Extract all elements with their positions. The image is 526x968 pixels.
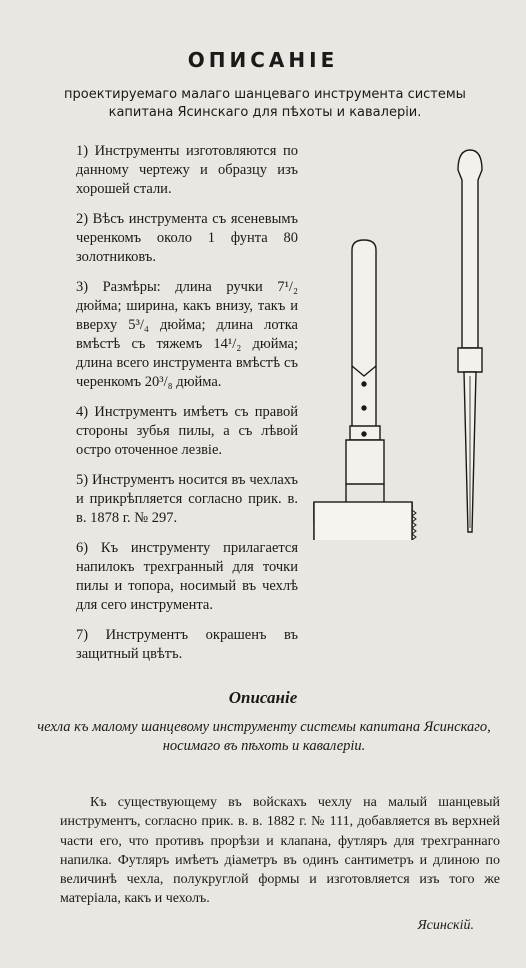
section-paragraph: Къ существующему въ войскахъ чехлу на малый шанцевый инструментъ, согласно прик. в. в. 1882 г. № 111, добавляется въ верхней части его, что противъ прорѣзи и клапана, футляръ для трехграннаго напилка. Футляръ имѣетъ діаметръ въ одинъ сантиметръ и длиною по величинѣ чехла, полукруглой формы и изготовляется изъ того же матеріала, какъ и чехолъ. (60, 795, 500, 907)
list-item: 2) Вѣсъ инструмента съ ясеневымъ черенкомъ около 1 фунта 80 золотниковъ. (76, 211, 298, 265)
description-list (76, 142, 298, 675)
list-item: 4) Инструментъ имѣетъ съ правой стороны зубья пилы, а съ лѣвой остро оточенное лезвіе. (76, 404, 298, 458)
file-illustration (458, 150, 482, 532)
tool-drawing (300, 140, 500, 540)
shovel-illustration (314, 240, 416, 540)
section-subtitle: чехла къ малому шанцевому инструменту системы капитана Ясинскаго, носимаго въ пѣхоть и кавалеріи. (37, 719, 491, 754)
list-item: 6) Къ инструменту прилагается напилокъ трехгранный для точки пилы и топора, носимый въ чехлѣ для сего инструмента. (76, 540, 298, 613)
list-item: 1) Инструменты изготовляются по данному чертежу и образцу изъ хорошей стали. (76, 143, 298, 197)
list-item: 7) Инструментъ окрашенъ въ защитный цвѣтъ. (76, 627, 298, 662)
section-title: Описаніе (228, 688, 298, 707)
list-item: 3) Размѣры: длина ручки 7¹/₂ дюйма; ширина, какъ внизу, такъ и вверху 5³/₄ дюйма; длина лотка вмѣстѣ съ тяжемъ 14¹/₂ дюйма; длина всего инструмента вмѣстѣ съ черенкомъ 20³/₈ дюйма. (76, 279, 298, 390)
page-subtitle: проектируемаго малаго шанцеваго инструмента системы капитана Ясинскаго для пѣхоты и кавалеріи. (64, 87, 466, 120)
signature: Ясинскій. (417, 918, 474, 933)
list-item: 5) Инструментъ носится въ чехлахъ и прикрѣпляется согласно прик. в. в. 1878 г. № 297. (76, 472, 298, 526)
page-title: ОПИСАНІЕ (187, 48, 339, 72)
